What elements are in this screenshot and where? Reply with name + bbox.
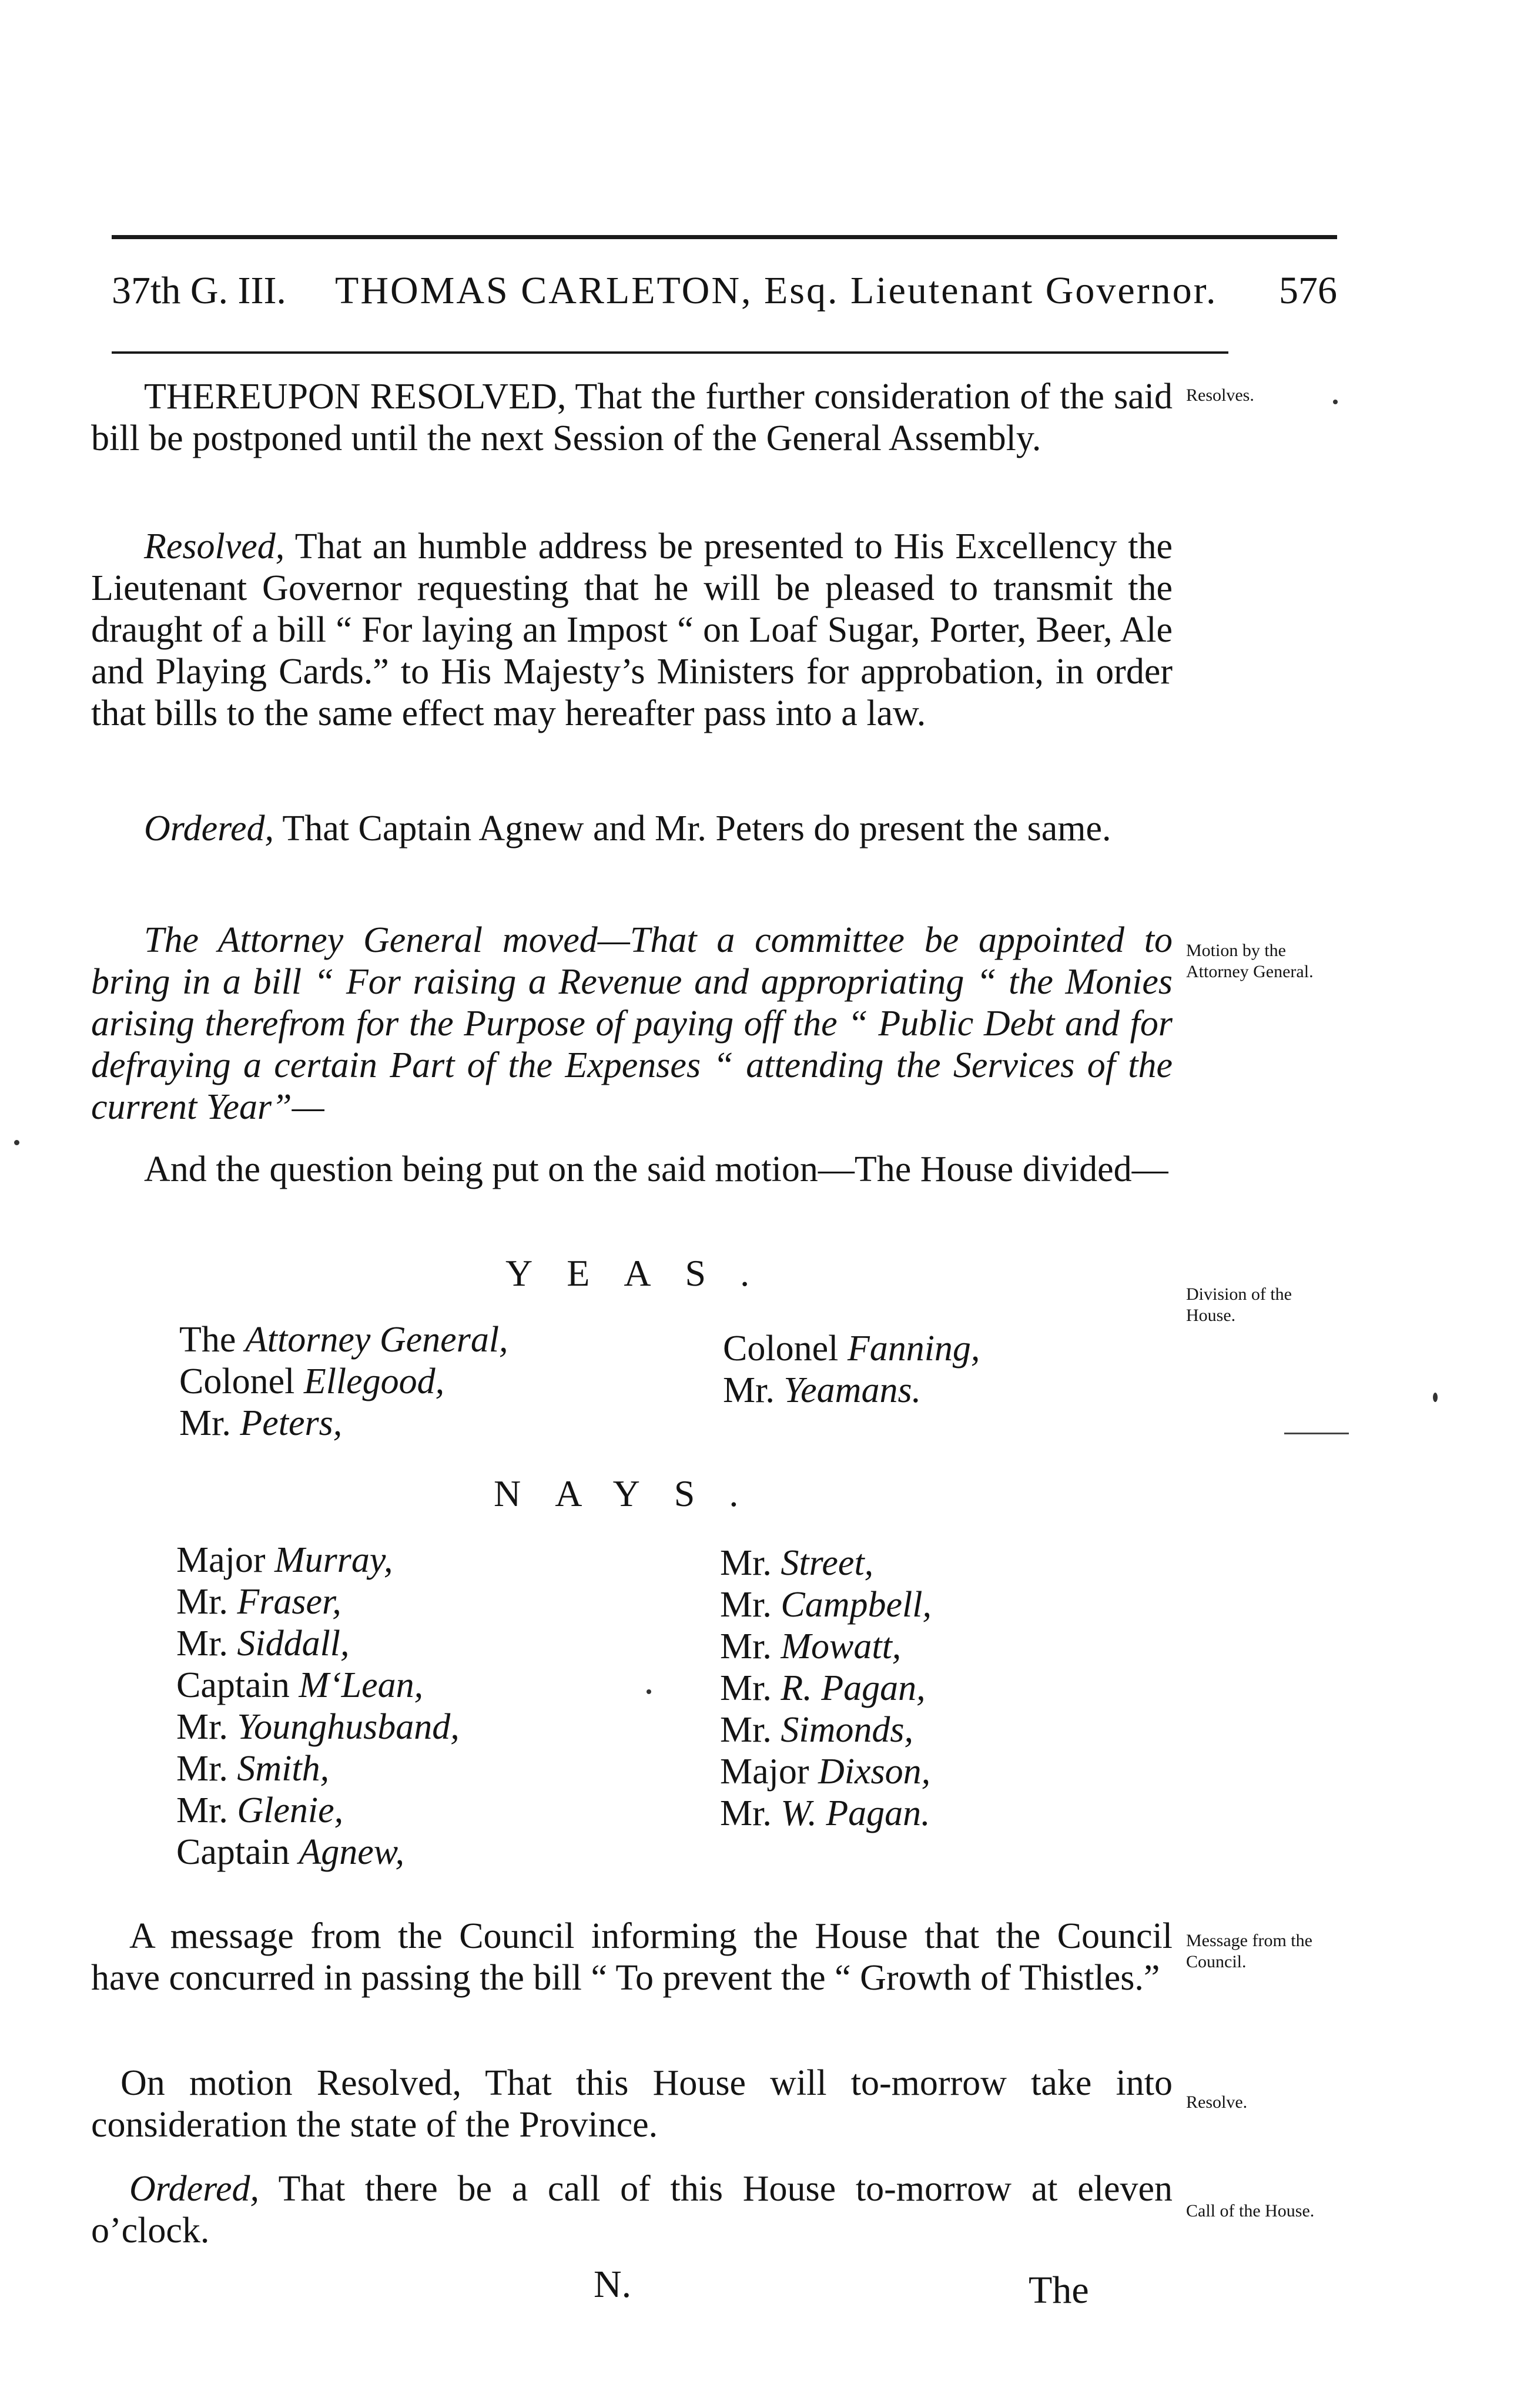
header-rule-bottom [112,351,1228,354]
catchword: The [1029,2269,1089,2312]
margin-note: Motion by the Attorney General. [1186,941,1314,981]
paragraph-text: A message from the Council informing the House that the Council have concurred in passing the bill “ To prevent the “ Growth of Thistles.” [91,1916,1173,1998]
page-number: 576 [1279,269,1337,312]
member-name: Mr. Siddall, [176,1624,350,1664]
paragraph [91,526,1173,735]
member-name: Mr. R. Pagan, [720,1668,926,1708]
paragraph [91,2062,1173,2146]
member-name: The Attorney General, [179,1320,508,1360]
member-name: Mr. Yeamans. [723,1370,922,1410]
nays-left-column [176,1540,460,1873]
paragraph [91,1149,1173,1190]
regnal-year: 37th G. III. [112,269,286,312]
member-name: Mr. W. Pagan. [720,1793,930,1833]
member-name: Mr. Peters, [179,1403,343,1443]
member-name: Colonel Ellegood, [179,1361,445,1401]
member-name: Mr. Campbell, [720,1585,932,1625]
member-name: Major Murray, [176,1540,393,1580]
paragraph-lead: Ordered, [144,809,274,848]
nays-heading: NAYS. [494,1473,773,1514]
margin-note: Resolves. [1186,385,1254,405]
member-name: Mr. Younghusband, [176,1707,460,1747]
paragraph [91,2168,1173,2252]
yeas-heading: YEAS. [505,1252,784,1294]
paragraph-text: That there be a call of this House to-morrow at eleven o’clock. [91,2169,1173,2251]
yeas-left-column [179,1319,508,1444]
paragraph-lead: Ordered, [129,2169,259,2209]
running-header [112,259,1337,323]
scan-speck [1433,1393,1438,1402]
paragraph-lead: Resolved, [144,526,285,566]
paragraph [91,808,1173,850]
scan-speck [14,1140,19,1145]
paragraph-text: On motion Resolved, That this House will to-morrow take into consideration the state of the Province. [91,2063,1173,2145]
scan-speck [1333,400,1338,404]
member-name: Captain M‘Lean, [176,1665,424,1705]
member-name: Mr. Glenie, [176,1790,344,1830]
paragraph-text: And the question being put on the said motion—The House divided— [144,1149,1168,1189]
member-name: Mr. Mowatt, [720,1626,902,1666]
member-name: Captain Agnew, [176,1832,404,1872]
paragraph [91,1916,1173,1999]
margin-note: Call of the House. [1186,2201,1315,2221]
scan-speck [647,1689,651,1694]
paragraph-text: That Captain Agnew and Mr. Peters do present the same. [273,809,1111,848]
signature-mark: N. [594,2263,632,2306]
paragraph-text: THEREUPON RESOLVED, That the further consideration of the said bill be postponed until the next Session of the General Assembly. [91,377,1173,458]
header-title: THOMAS CARLETON, Esq. Lieutenant Governor. [335,269,1218,312]
paragraph-text: That an humble address be presented to His Excellency the Lieutenant Governor requesting that he will be pleased to transmit the draught of a bill “ For laying an Impost “ on Loaf Sugar, Porter, Beer, Ale and Playing Cards.” to His Majesty’s Ministers for approbation, in order that bills to the same effect may hereafter pass into a law. [91,526,1173,733]
member-name: Colonel Fanning, [723,1329,980,1369]
scan-stroke [1284,1433,1349,1434]
header-rule-top [112,235,1337,239]
member-name: Mr. Street, [720,1543,874,1583]
margin-note: Message from the Council. [1186,1931,1312,1971]
member-name: Mr. Simonds, [720,1710,913,1750]
member-name: Major Dixson, [720,1752,931,1792]
paragraph-text: The Attorney General moved—That a committee be appointed to bring in a bill “ For raising a Revenue and appropriating “ the Monies arising therefrom for the Purpose of paying off the “ Public Debt and for defraying a certain Part of the Expenses “ attending the Services of the current Year”— [91,920,1173,1127]
margin-note: Division of the House. [1186,1285,1292,1325]
margin-note: Resolve. [1186,2092,1248,2112]
yeas-right-column [723,1328,980,1411]
paragraph [91,920,1173,1128]
member-name: Mr. Smith, [176,1749,330,1789]
member-name: Mr. Fraser, [176,1582,341,1622]
nays-right-column [720,1542,932,1834]
paragraph [91,376,1173,460]
